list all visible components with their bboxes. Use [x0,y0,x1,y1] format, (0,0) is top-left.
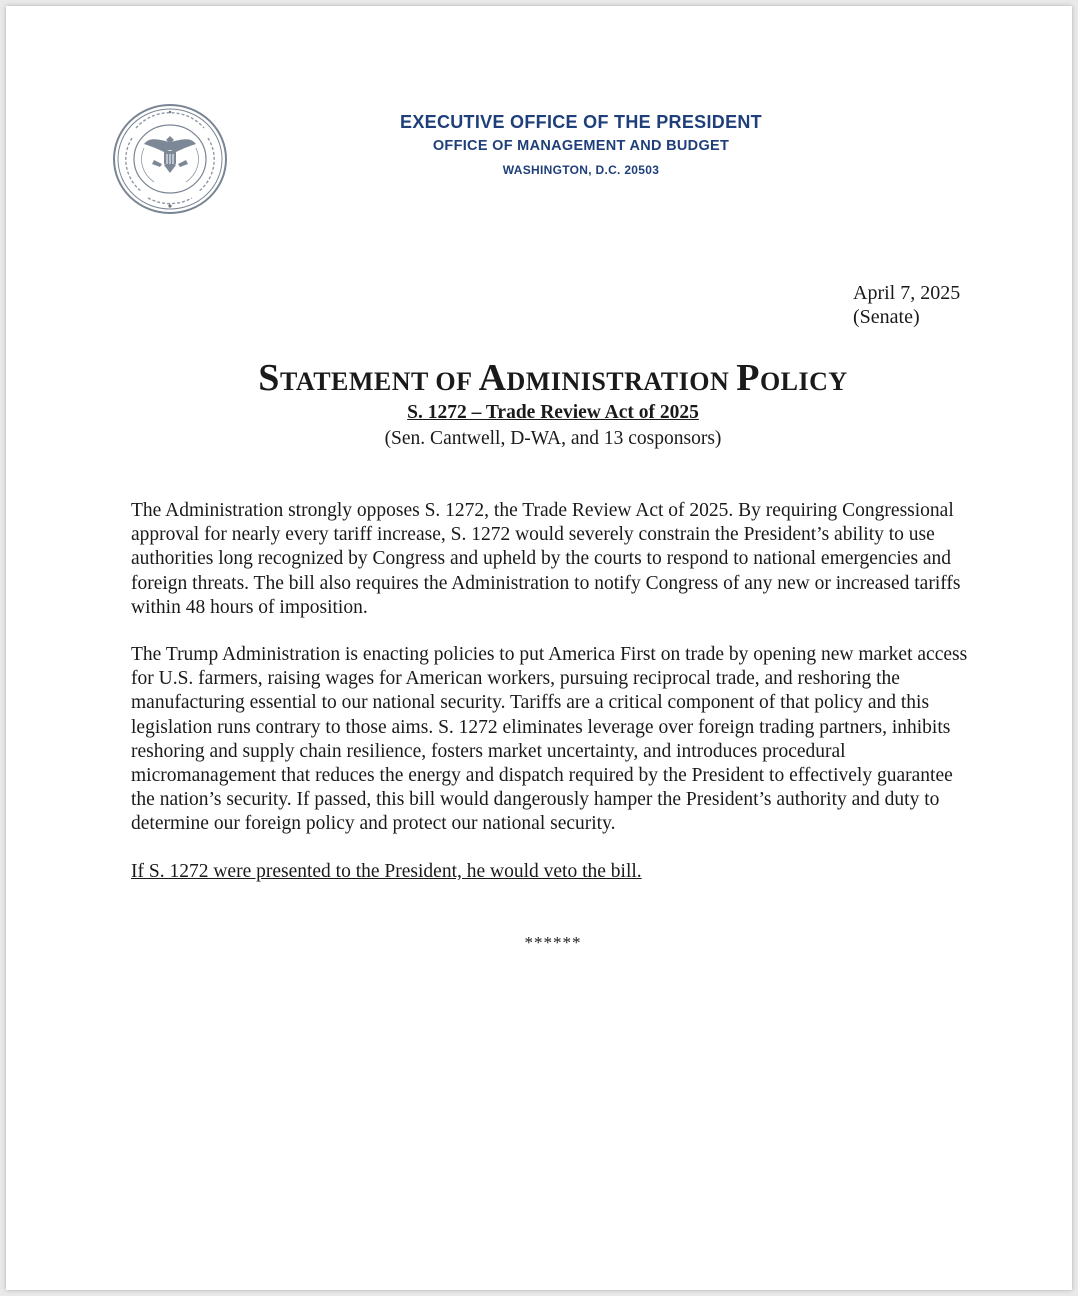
title-cap-a: A [478,357,507,399]
title-rest-administration: DMINISTRATION [506,367,730,396]
letterhead-office: EXECUTIVE OFFICE OF THE PRESIDENT [400,112,762,132]
paragraph-policy: The Trump Administration is enacting policies to put America First on trade by opening new market access for U.S. farmers, raising wages for American workers, pursuing reciprocal trade, and reshoring the manufacturing essential to our national security. Tariffs are a critical component of that policy and this legislation runs contrary to those aims. S. 1272 eliminates leverage over foreign trading partners, inhibits reshoring and supply chain resilience, fosters market uncertainty, and introduces procedural micromanagement that reduces the energy and dispatch required by the President to effectively guarantee the nation’s security. If passed, this bill would dangerously hamper the President’s authority and duty to determine our foreign policy and protect our national security. [131,644,968,835]
letterhead-address: WASHINGTON, D.C. 20503 [502,163,660,177]
chamber-label: (Senate) [853,306,920,328]
bill-sponsors: (Sen. Cantwell, D-WA, and 13 cosponsors) [384,428,722,449]
title-rest-policy: OLICY [759,367,848,396]
bill-title: S. 1272 – Trade Review Act of 2025 [407,402,699,423]
date-block [853,281,960,329]
letterhead [266,110,896,182]
document-page [6,6,1072,1290]
paragraph-veto: If S. 1272 were presented to the President, he would veto the bill. [131,861,642,882]
omb-seal-logo [110,102,230,216]
paragraph-opposition: The Administration strongly opposes S. 1272, the Trade Review Act of 2025. By requiring Congressional approval for nearly every tariff increase, S. 1272 would severely constrain the President’s ability to use authorities long recognized by Congress and upheld by the courts to respond to national emergencies and foreign threats. The bill also requires the Administration to notify Congress of any new or increased tariffs within 48 hours of imposition. [131,500,961,618]
title-cap-s: S [258,357,280,399]
letterhead-agency: OFFICE OF MANAGEMENT AND BUDGET [432,138,730,154]
end-mark: ****** [524,933,582,952]
title-cap-p: P [736,357,760,399]
document-title [6,356,1078,404]
title-of: OF [435,367,472,396]
document-date: April 7, 2025 [853,282,961,304]
title-rest-statement: TATEMENT [279,367,429,396]
